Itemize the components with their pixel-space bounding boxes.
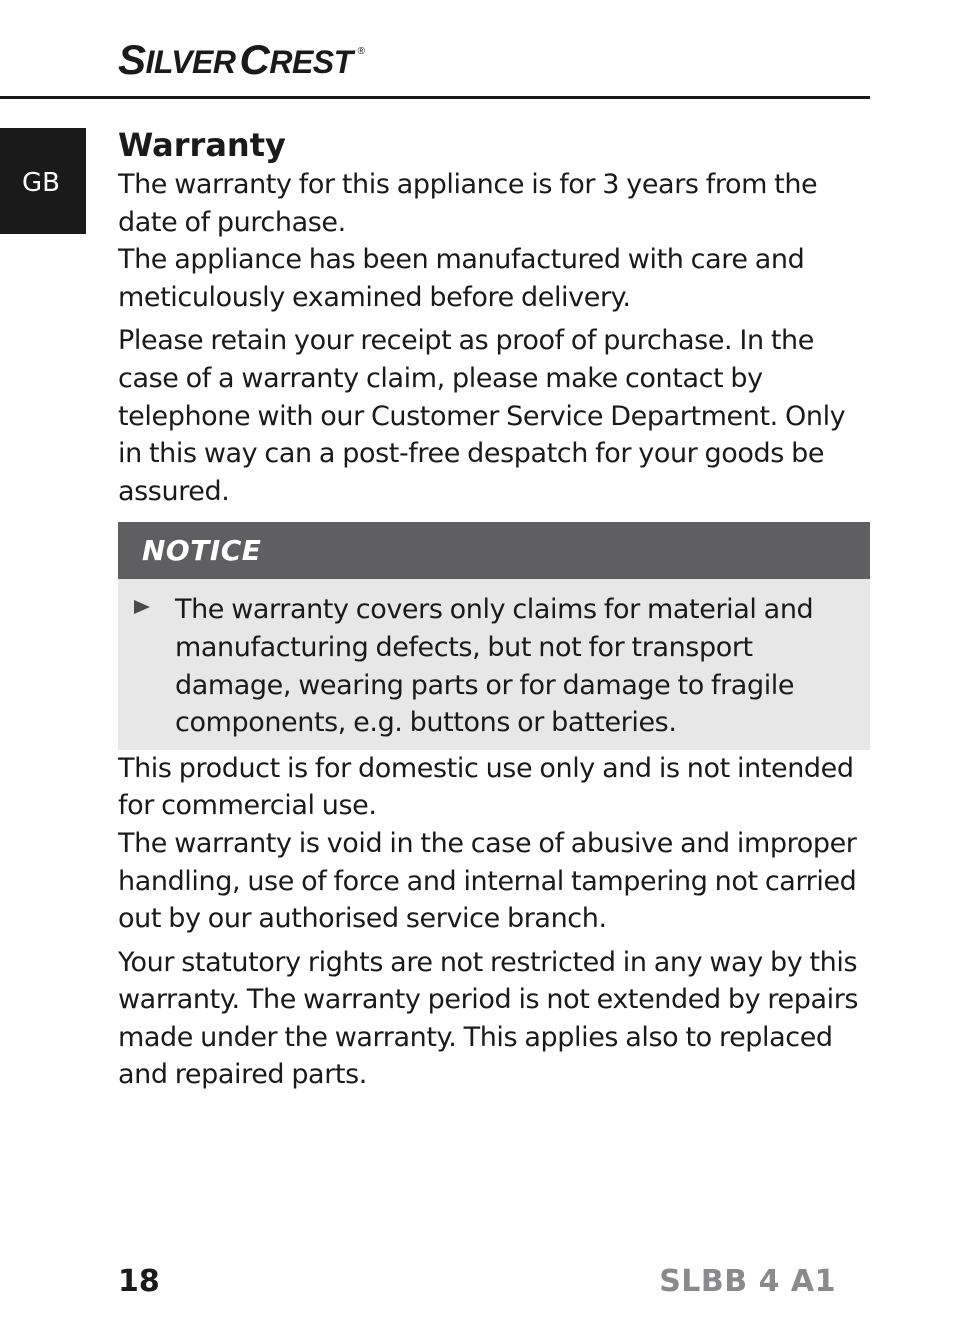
bullet-arrow-icon bbox=[134, 600, 150, 614]
page-number: 18 bbox=[118, 1264, 160, 1299]
logo-letter-s: S bbox=[118, 36, 146, 83]
paragraph-statutory-rights: Your statutory rights are not restricted in any way by this warranty. The warranty period is not extended by repairs made under the warranty. This applies also to replaced and repaired parts. bbox=[118, 946, 859, 1091]
section-title: Warranty bbox=[118, 126, 286, 164]
paragraph-domestic-use: This product is for domestic use only and is not intended for commercial use. bbox=[118, 752, 854, 822]
brand-logo bbox=[118, 38, 365, 88]
paragraph-receipt: Please retain your receipt as proof of purchase. In the case of a warranty claim, please make contact by telephone with our Customer Service Department. Only in this way can a post-free despatch for your goods be assured. bbox=[118, 325, 846, 507]
header-divider bbox=[0, 96, 870, 99]
paragraph-void-conditions: The warranty is void in the case of abusive and improper handling, use of force and internal tampering not carried out by our authorised service branch. bbox=[118, 827, 857, 935]
model-number: SLBB 4 A1 bbox=[659, 1264, 836, 1299]
notice-box bbox=[118, 522, 870, 749]
registered-mark: ® bbox=[357, 46, 365, 57]
notice-item-text: The warranty covers only claims for material and manufacturing defects, but not for transport damage, wearing parts or for damage to fragile components, e.g. buttons or batteries. bbox=[175, 594, 814, 739]
notice-heading: NOTICE bbox=[118, 522, 870, 579]
logo-letters-ilver: ILVER bbox=[145, 44, 236, 80]
paragraph-warranty-period: The warranty for this appliance is for 3 years from the date of purchase. bbox=[118, 169, 818, 238]
language-tab: GB bbox=[0, 128, 86, 234]
page-content bbox=[118, 124, 870, 1094]
logo-letters-rest: REST bbox=[269, 44, 353, 80]
logo-letter-c: C bbox=[239, 36, 270, 83]
paragraph-manufacture: The appliance has been manufactured with care and meticulously examined before delivery. bbox=[118, 244, 805, 313]
notice-item bbox=[118, 579, 870, 749]
